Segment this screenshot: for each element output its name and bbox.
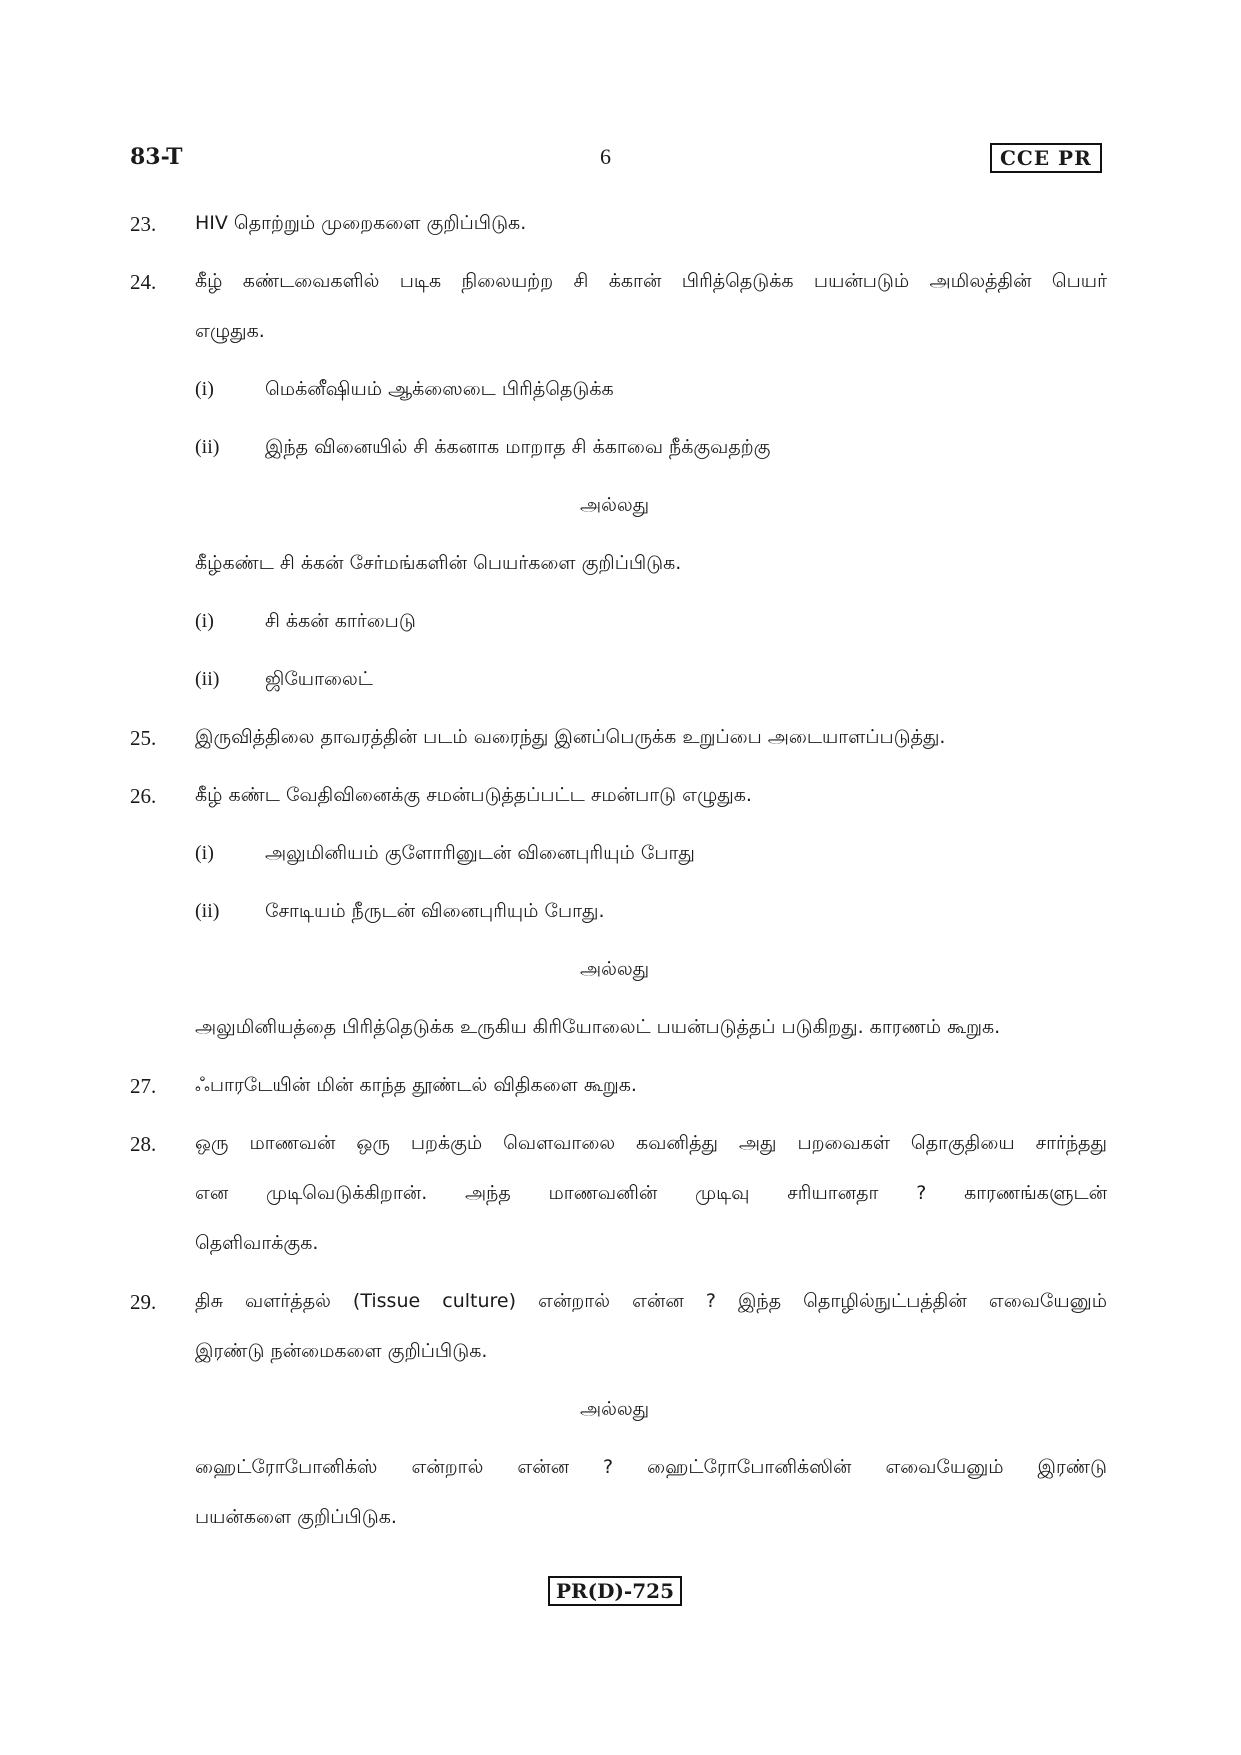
q29-or: அல்லது xyxy=(580,1398,650,1420)
q24-text-line2: எழுதுக. xyxy=(195,320,265,342)
page-number: 6 xyxy=(600,144,611,169)
q29-number: 29. xyxy=(130,1290,157,1314)
q24-alt-text: கீழ்கண்ட சி க்கன் சேர்மங்களின் பெயர்களை குறிப்பிடுக. xyxy=(195,552,682,574)
q24-or: அல்லது xyxy=(580,494,650,516)
q28-text-line1: ஒரு மாணவன் ஒரு பறக்கும் வௌவாலை கவனித்து அது பறவைகள் தொகுதியை சார்ந்தது xyxy=(195,1132,1107,1154)
q26-number: 26. xyxy=(130,784,157,808)
q26-part-i-text: அலுமினியம் குளோரினுடன் வினைபுரியும் போது xyxy=(265,842,695,864)
q24-part-ii-text: இந்த வினையில் சி க்கனாக மாறாத சி க்காவை நீக்குவதற்கு xyxy=(265,436,771,458)
q28-text-line3: தெளிவாக்குக. xyxy=(195,1232,319,1254)
q24-alt-part-i-text: சி க்கன் கார்பைடு xyxy=(265,610,416,632)
q24-number: 24. xyxy=(130,270,157,294)
q27-text: ஃபாரடேயின் மின் காந்த தூண்டல் விதிகளை கூறுக. xyxy=(195,1074,637,1096)
q29-text-line2: இரண்டு நன்மைகளை குறிப்பிடுக. xyxy=(195,1340,488,1362)
q24-alt-part-ii-text: ஜியோலைட் xyxy=(265,668,373,690)
q26-or: அல்லது xyxy=(580,958,650,980)
q25-text: இருவித்திலை தாவரத்தின் படம் வரைந்து இனப்பெருக்க உறுப்பை அடையாளப்படுத்து. xyxy=(195,726,946,748)
footer-code-box: PR(D)-725 xyxy=(548,1576,682,1606)
q24-alt-part-ii-label: (ii) xyxy=(195,668,220,690)
q26-part-ii-label: (ii) xyxy=(195,900,220,922)
q29-text-line1: திசு வளர்த்தல் (Tissue culture) என்றால் என்ன ? இந்த தொழில்நுட்பத்தின் எவையேனும் xyxy=(195,1290,1107,1312)
series-box: CCE PR xyxy=(990,143,1102,173)
q23-number: 23. xyxy=(130,212,157,236)
q24-text-line1: கீழ் கண்டவைகளில் படிக நிலையற்ற சி க்கான் பிரித்தெடுக்க பயன்படும் அமிலத்தின் பெயர் xyxy=(195,270,1107,292)
q28-text-line2: என முடிவெடுக்கிறான். அந்த மாணவனின் முடிவு சரியானதா ? காரணங்களுடன் xyxy=(195,1182,1107,1204)
q26-alt-text: அலுமினியத்தை பிரித்தெடுக்க உருகிய கிரியோலைட் பயன்படுத்தப் படுகிறது. காரணம் கூறுக. xyxy=(195,1016,1001,1038)
q26-text: கீழ் கண்ட வேதிவினைக்கு சமன்படுத்தப்பட்ட சமன்பாடு எழுதுக. xyxy=(195,784,752,806)
q26-part-i-label: (i) xyxy=(195,842,214,864)
q26-part-ii-text: சோடியம் நீருடன் வினைபுரியும் போது. xyxy=(265,900,605,922)
q24-alt-part-i-label: (i) xyxy=(195,610,214,632)
q29-alt-line2: பயன்களை குறிப்பிடுக. xyxy=(195,1506,397,1528)
q27-number: 27. xyxy=(130,1074,157,1098)
q28-number: 28. xyxy=(130,1132,157,1156)
q24-part-i-label: (i) xyxy=(195,378,214,400)
q24-part-ii-label: (ii) xyxy=(195,436,220,458)
q24-part-i-text: மெக்னீஷியம் ஆக்ஸைடை பிரித்தெடுக்க xyxy=(265,378,614,400)
paper-code: 83-T xyxy=(130,144,183,170)
q29-alt-line1: ஹைட்ரோபோனிக்ஸ் என்றால் என்ன ? ஹைட்ரோபோனிக்ஸின் எவையேனும் இரண்டு xyxy=(195,1456,1107,1478)
q25-number: 25. xyxy=(130,726,157,750)
q23-text: HIV தொற்றும் முறைகளை குறிப்பிடுக. xyxy=(195,212,527,234)
